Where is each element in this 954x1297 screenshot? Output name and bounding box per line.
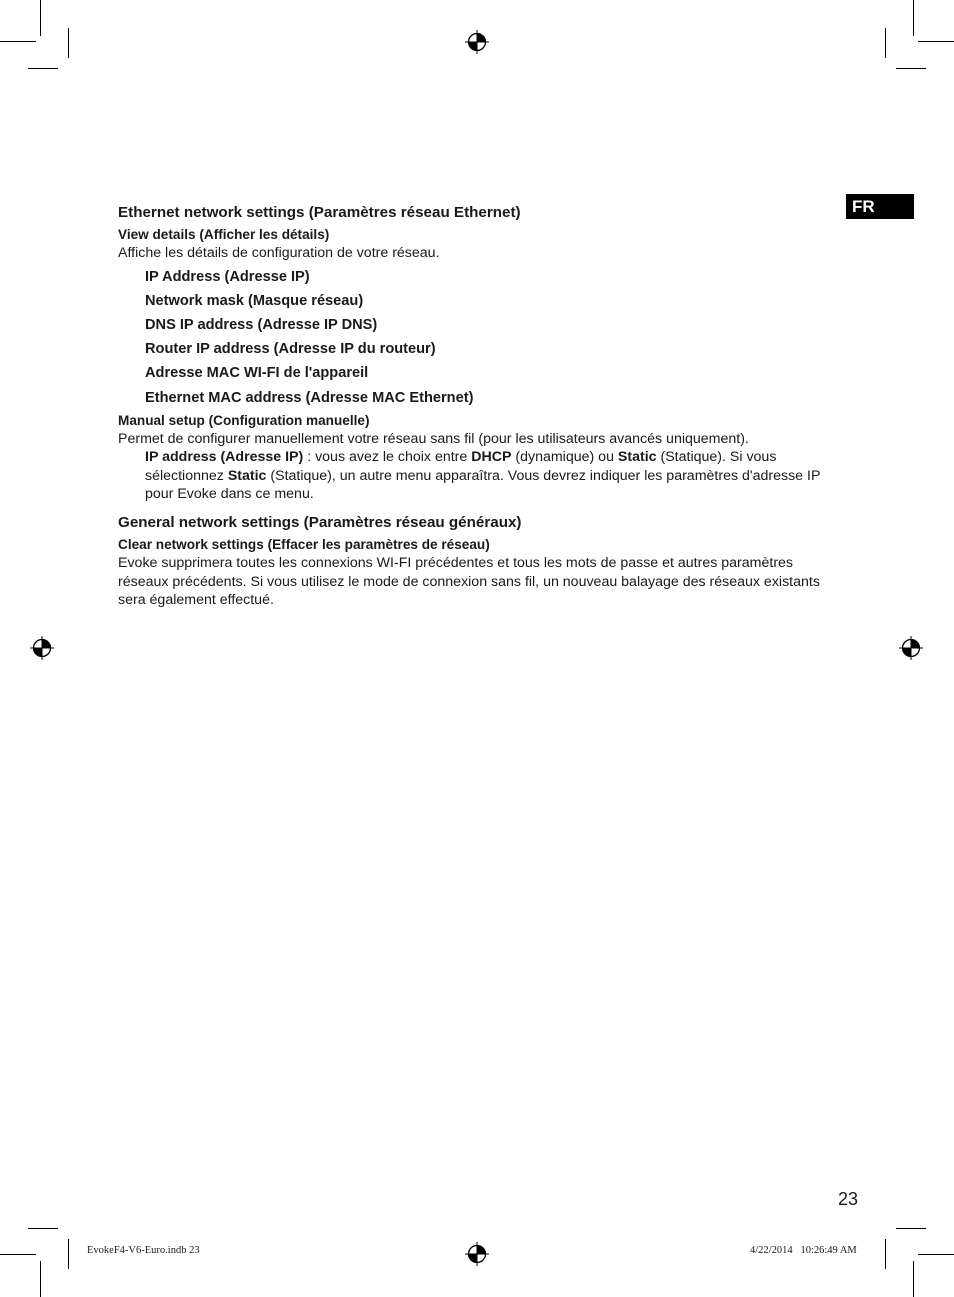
crop-mark [918, 41, 954, 42]
subheading-manual-setup: Manual setup (Configuration manuelle) [118, 412, 370, 428]
crop-mark [896, 68, 926, 69]
crop-mark [885, 28, 886, 58]
list-item-ethernet-mac: Ethernet MAC address (Adresse MAC Ethernet) [145, 389, 474, 406]
crop-mark [913, 1261, 914, 1297]
crop-mark [68, 1239, 69, 1269]
list-item-dns-ip: DNS IP address (Adresse IP DNS) [145, 316, 378, 333]
crop-mark [0, 41, 36, 42]
crop-mark [918, 1254, 954, 1255]
list-item-router-ip: Router IP address (Adresse IP du routeur) [145, 341, 436, 358]
term-dhcp: DHCP [471, 449, 512, 466]
view-details-description: Affiche les détails de configuration de votre réseau. [118, 245, 440, 261]
detail-text: (Statique). Si vous sélectionnez [145, 449, 777, 484]
detail-text: : vous avez le choix entre [303, 449, 472, 466]
registration-mark-icon [899, 636, 923, 660]
crop-mark [0, 1254, 36, 1255]
list-item-network-mask: Network mask (Masque réseau) [145, 292, 364, 309]
detail-text: (Statique), un autre menu apparaîtra. Vous devrez indiquer les paramètres d'adresse IP pour Evoke dans ce menu. [145, 467, 821, 503]
term-static: Static [617, 449, 657, 466]
list-item-ip-address: IP Address (Adresse IP) [145, 268, 310, 285]
subheading-view-details: View details (Afficher les détails) [118, 227, 330, 242]
registration-mark-icon [465, 1242, 489, 1266]
term-static: Static [227, 467, 267, 484]
clear-network-description: Evoke supprimera toutes les connexions WI-FI précédentes et tous les mots de passe et autres paramètres réseaux précédents. Si vous utilisez le mode de connexion sans fil, un nouveau balayage des réseaux existants sera également effectué. [118, 554, 820, 609]
crop-mark [885, 1239, 886, 1269]
manual-setup-description: Permet de configurer manuellement votre réseau sans fil (pour les utilisateurs avancés uniquement). [118, 430, 749, 447]
section-heading-ethernet: Ethernet network settings (Paramètres réseau Ethernet) [118, 204, 521, 221]
print-slug-filename: EvokeF4-V6-Euro.indb 23 [87, 1245, 200, 1256]
page-number: 23 [838, 1189, 859, 1209]
manual-setup-detail [118, 448, 843, 504]
list-item-wifi-mac: Adresse MAC WI-FI de l'appareil [145, 365, 369, 382]
crop-mark [896, 1228, 926, 1229]
subheading-clear-network: Clear network settings (Effacer les paramètres de réseau) [118, 536, 490, 552]
crop-mark [40, 0, 41, 36]
crop-mark [28, 68, 58, 69]
registration-mark-icon [30, 636, 54, 660]
crop-mark [913, 0, 914, 36]
detail-text: (dynamique) ou [511, 449, 618, 466]
crop-mark [68, 28, 69, 58]
print-slug-timestamp: 4/22/2014 10:26:49 AM [750, 1245, 857, 1256]
page-content [118, 203, 843, 610]
language-tab: FR [846, 194, 914, 219]
section-heading-general: General network settings (Paramètres réseau généraux) [118, 513, 522, 531]
crop-mark [40, 1261, 41, 1297]
registration-mark-icon [465, 30, 489, 54]
term-ip-address: IP address (Adresse IP) [145, 449, 304, 466]
crop-mark [28, 1228, 58, 1229]
